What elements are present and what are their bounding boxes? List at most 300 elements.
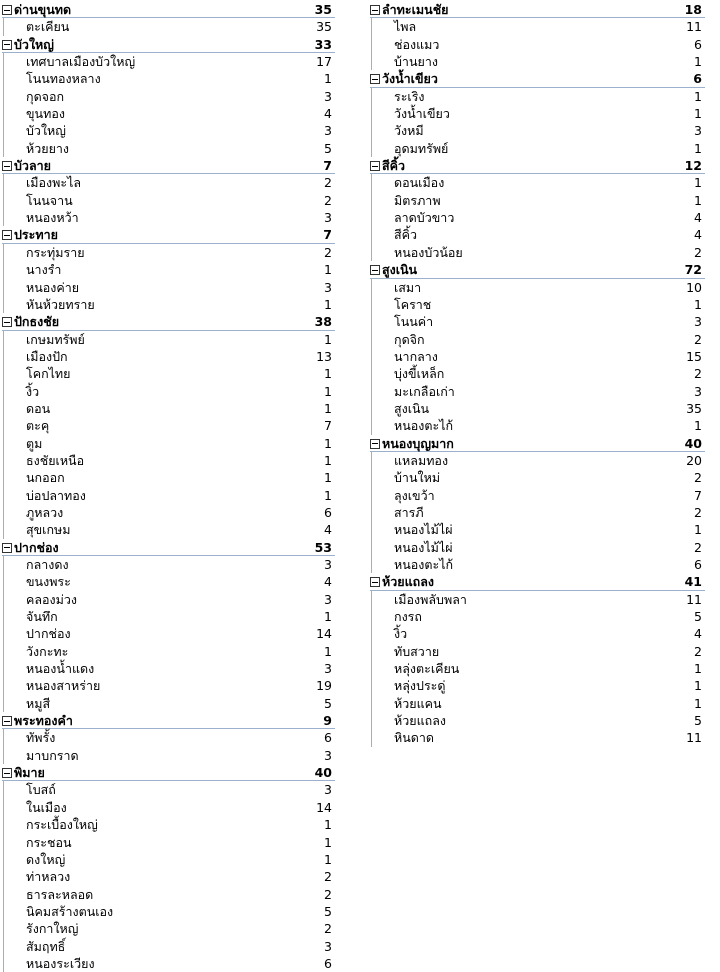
item-label: ดอน — [26, 400, 51, 416]
item-label: โคราช — [394, 296, 432, 312]
item-row — [371, 331, 705, 348]
item-row — [3, 747, 335, 764]
item-label: หลุ่งตะเคียน — [394, 661, 460, 677]
item-row — [3, 677, 335, 694]
item-row — [371, 625, 705, 642]
item-value: 1 — [324, 71, 332, 87]
collapse-toggle-icon[interactable] — [2, 40, 12, 50]
item-row — [3, 88, 335, 105]
item-value: 4 — [694, 227, 702, 243]
item-label: บุ่งขี้เหล็ก — [394, 366, 445, 382]
item-row — [371, 400, 705, 417]
item-label: ดงใหญ่ — [26, 851, 66, 867]
item-row — [3, 469, 335, 486]
item-label: กระทุ่มราย — [26, 244, 85, 260]
collapse-toggle-icon[interactable] — [370, 5, 380, 15]
item-label: นากลาง — [394, 348, 438, 364]
item-label: ไพล — [394, 19, 417, 35]
item-value: 3 — [324, 557, 332, 572]
item-value: 1 — [324, 366, 332, 382]
group-row — [2, 1, 335, 18]
item-label: กลางดง — [26, 557, 69, 572]
group-total: 9 — [323, 713, 332, 729]
item-value: 1 — [694, 522, 702, 538]
item-value: 2 — [324, 886, 332, 902]
item-row — [3, 886, 335, 903]
item-row — [3, 816, 335, 833]
item-value: 19 — [316, 678, 332, 694]
item-label: เมืองพะไล — [26, 175, 82, 191]
item-label: ทัพรั้ง — [26, 730, 56, 746]
item-row — [371, 556, 705, 573]
item-label: ห้วยแคน — [394, 695, 442, 711]
item-value: 2 — [324, 244, 332, 260]
item-row — [3, 695, 335, 712]
item-value: 6 — [324, 730, 332, 746]
item-label: ห้วยยาง — [26, 140, 70, 156]
item-label: เสมา — [394, 279, 422, 295]
item-row — [371, 279, 705, 296]
item-row — [371, 712, 705, 729]
group-total: 53 — [314, 539, 332, 555]
item-value: 4 — [324, 106, 332, 122]
item-label: กุดจอก — [26, 88, 65, 104]
item-value: 2 — [694, 244, 702, 260]
item-value: 14 — [316, 799, 332, 815]
item-value: 2 — [324, 192, 332, 208]
item-value: 20 — [686, 452, 702, 468]
group-label: สีคิ้ว — [382, 158, 406, 174]
item-row — [3, 799, 335, 816]
item-row — [371, 209, 705, 226]
item-label: คลองม่วง — [26, 591, 77, 607]
item-row — [371, 313, 705, 330]
item-label: ตะคุ — [26, 418, 50, 434]
item-value: 1 — [324, 817, 332, 833]
item-label: ธารละหลอด — [26, 886, 94, 902]
item-row — [371, 53, 705, 70]
item-value: 10 — [686, 279, 702, 295]
item-label: ทับสวาย — [394, 643, 440, 659]
item-value: 4 — [324, 574, 332, 590]
item-value: 5 — [694, 713, 702, 729]
item-value: 2 — [324, 921, 332, 937]
group-total: 72 — [684, 262, 702, 278]
item-label: หันห้วยทราย — [26, 296, 95, 312]
item-row — [3, 122, 335, 139]
item-row — [371, 677, 705, 694]
item-value: 6 — [324, 955, 332, 971]
item-value: 1 — [324, 609, 332, 625]
item-row — [3, 279, 335, 296]
collapse-toggle-icon[interactable] — [370, 161, 380, 171]
collapse-toggle-icon[interactable] — [370, 74, 380, 84]
item-row — [3, 174, 335, 191]
group-total: 40 — [684, 435, 702, 451]
item-label: บ่อปลาทอง — [26, 487, 86, 503]
item-label: ช่องแมว — [394, 36, 440, 52]
group-row — [2, 313, 335, 330]
item-row — [3, 938, 335, 955]
item-row — [3, 660, 335, 677]
item-row — [3, 365, 335, 382]
collapse-toggle-icon[interactable] — [2, 768, 12, 778]
item-label: มะเกลือเก่า — [394, 383, 455, 399]
item-value: 17 — [316, 54, 332, 70]
item-value: 7 — [324, 418, 332, 434]
group-row — [370, 261, 705, 278]
item-label: หมูสี — [26, 695, 51, 711]
item-label: ธงชัยเหนือ — [26, 452, 85, 468]
group-row — [2, 226, 335, 243]
item-value: 1 — [694, 88, 702, 104]
item-row — [3, 955, 335, 972]
item-value: 13 — [316, 348, 332, 364]
item-row — [3, 834, 335, 851]
item-label: หนองระเวียง — [26, 955, 95, 971]
item-value: 3 — [694, 383, 702, 399]
collapse-toggle-icon[interactable] — [370, 577, 380, 587]
item-row — [371, 417, 705, 434]
item-value: 1 — [324, 435, 332, 451]
item-value: 1 — [694, 418, 702, 434]
item-label: เกษมทรัพย์ — [26, 331, 85, 347]
item-row — [371, 18, 705, 35]
item-row — [3, 296, 335, 313]
item-value: 7 — [694, 487, 702, 503]
item-row — [371, 660, 705, 677]
item-label: สารภี — [394, 504, 424, 520]
item-label: ในเมือง — [26, 799, 67, 815]
group-label: พระทองคำ — [14, 713, 73, 729]
item-label: โนนค่า — [394, 314, 434, 330]
item-label: เทศบาลเมืองบัวใหญ่ — [26, 54, 136, 70]
group-label: ด่านขุนทด — [14, 2, 72, 17]
item-label: วังหมี — [394, 123, 424, 139]
item-row — [371, 36, 705, 53]
item-label: วังกะทะ — [26, 643, 69, 659]
group-total: 38 — [314, 314, 332, 330]
group-row — [370, 157, 705, 174]
item-label: ระเริง — [394, 88, 425, 104]
group-row — [2, 539, 335, 556]
item-value: 1 — [324, 262, 332, 278]
item-value: 2 — [694, 366, 702, 382]
item-row — [3, 487, 335, 504]
item-value: 1 — [694, 106, 702, 122]
item-label: กงรถ — [394, 609, 422, 625]
item-row — [371, 487, 705, 504]
group-row — [2, 764, 335, 781]
item-label: ขนงพระ — [26, 574, 71, 590]
item-label: โคกไทย — [26, 366, 71, 382]
item-row — [3, 868, 335, 885]
item-value: 35 — [316, 19, 332, 35]
collapse-toggle-icon[interactable] — [2, 5, 12, 15]
item-row — [371, 244, 705, 261]
item-value: 2 — [324, 175, 332, 191]
collapse-toggle-icon[interactable] — [2, 543, 12, 553]
item-label: หนองสาหร่าย — [26, 678, 101, 694]
collapse-toggle-icon[interactable] — [2, 230, 12, 240]
item-value: 2 — [694, 331, 702, 347]
item-value: 1 — [324, 487, 332, 503]
item-row — [371, 643, 705, 660]
item-label: โนนจาน — [26, 192, 73, 208]
item-row — [3, 400, 335, 417]
item-row — [371, 88, 705, 105]
item-value: 1 — [694, 678, 702, 694]
group-row — [2, 36, 335, 53]
item-value: 4 — [694, 626, 702, 642]
item-value: 1 — [694, 192, 702, 208]
group-label: ปักธงชัย — [14, 314, 60, 330]
collapse-toggle-icon[interactable] — [370, 265, 380, 275]
item-row — [371, 504, 705, 521]
item-row — [371, 348, 705, 365]
item-row — [371, 365, 705, 382]
item-row — [371, 174, 705, 191]
item-row — [371, 729, 705, 746]
item-label: สุขเกษม — [26, 522, 71, 538]
item-row — [371, 226, 705, 243]
pivot-column-left — [2, 1, 335, 972]
item-value: 3 — [324, 279, 332, 295]
collapse-toggle-icon[interactable] — [370, 439, 380, 449]
group-total: 6 — [693, 71, 702, 87]
item-row — [3, 608, 335, 625]
group-row — [370, 573, 705, 590]
item-row — [3, 556, 335, 573]
group-label: ปากช่อง — [14, 539, 59, 555]
item-value: 6 — [694, 557, 702, 572]
item-value: 1 — [324, 851, 332, 867]
item-value: 1 — [694, 695, 702, 711]
item-label: หนองหว้า — [26, 210, 79, 226]
item-row — [371, 452, 705, 469]
item-value: 5 — [324, 140, 332, 156]
group-row — [2, 712, 335, 729]
item-value: 11 — [686, 19, 702, 35]
group-label: วังน้ำเขียว — [382, 71, 438, 87]
item-value: 35 — [686, 400, 702, 416]
item-value: 5 — [324, 903, 332, 919]
item-row — [3, 851, 335, 868]
item-label: แหลมทอง — [394, 452, 449, 468]
group-total: 7 — [323, 227, 332, 243]
item-label: เมืองพลับพลา — [394, 591, 467, 607]
item-label: ท่าหลวง — [26, 869, 71, 885]
item-label: มิตรภาพ — [394, 192, 441, 208]
item-row — [371, 383, 705, 400]
item-value: 11 — [686, 591, 702, 607]
item-value: 1 — [324, 296, 332, 312]
item-value: 1 — [324, 400, 332, 416]
item-value: 1 — [694, 296, 702, 312]
item-label: งิ้ว — [394, 626, 408, 642]
item-row — [3, 521, 335, 538]
item-row — [3, 573, 335, 590]
item-label: โบสถ์ — [26, 782, 56, 798]
item-row — [3, 903, 335, 920]
item-label: อุดมทรัพย์ — [394, 140, 449, 156]
item-row — [3, 625, 335, 642]
item-row — [3, 348, 335, 365]
group-label: ประทาย — [14, 227, 58, 243]
group-label: บัวลาย — [14, 158, 51, 174]
item-label: หลุ่งประดู่ — [394, 678, 446, 694]
item-label: สัมฤทธิ์ — [26, 938, 66, 954]
group-row — [370, 70, 705, 87]
item-row — [3, 920, 335, 937]
item-value: 1 — [324, 331, 332, 347]
item-label: สูงเนิน — [394, 400, 430, 416]
item-value: 1 — [694, 661, 702, 677]
item-row — [3, 53, 335, 70]
item-label: นิคมสร้างตนเอง — [26, 903, 114, 919]
item-label: ตะเคียน — [26, 19, 70, 35]
collapse-toggle-icon[interactable] — [2, 161, 12, 171]
group-row — [2, 157, 335, 174]
group-total: 12 — [684, 158, 702, 174]
item-value: 1 — [694, 140, 702, 156]
item-value: 3 — [324, 747, 332, 763]
item-value: 3 — [324, 210, 332, 226]
item-label: หนองค่าย — [26, 279, 80, 295]
collapse-toggle-icon[interactable] — [2, 716, 12, 726]
item-row — [3, 504, 335, 521]
item-value: 3 — [324, 88, 332, 104]
item-label: นางรำ — [26, 262, 62, 278]
item-label: รังกาใหญ่ — [26, 921, 79, 937]
item-value: 4 — [324, 522, 332, 538]
item-value: 3 — [324, 123, 332, 139]
item-row — [371, 105, 705, 122]
item-value: 2 — [694, 470, 702, 486]
group-label: ห้วยแถลง — [382, 574, 434, 590]
item-label: ตูม — [26, 435, 43, 451]
item-value: 4 — [694, 210, 702, 226]
item-label: วังน้ำเขียว — [394, 106, 450, 122]
item-row — [3, 70, 335, 87]
item-label: นกออก — [26, 470, 65, 486]
item-label: งิ้ว — [26, 383, 40, 399]
item-label: ขุนทอง — [26, 106, 65, 122]
item-label: ภูหลวง — [26, 504, 64, 520]
item-value: 1 — [694, 54, 702, 70]
item-row — [3, 383, 335, 400]
item-row — [3, 781, 335, 798]
item-row — [371, 608, 705, 625]
item-label: บัวใหญ่ — [26, 123, 66, 139]
item-row — [3, 261, 335, 278]
item-row — [3, 18, 335, 35]
pivot-column-right — [370, 1, 705, 747]
item-value: 1 — [324, 470, 332, 486]
item-value: 1 — [694, 175, 702, 191]
group-label: พิมาย — [14, 765, 45, 781]
item-row — [371, 192, 705, 209]
item-row — [371, 296, 705, 313]
item-row — [3, 244, 335, 261]
item-row — [371, 521, 705, 538]
item-value: 3 — [324, 591, 332, 607]
group-total: 33 — [314, 36, 332, 52]
group-total: 41 — [684, 574, 702, 590]
item-label: หนองบัวน้อย — [394, 244, 463, 260]
item-label: หนองตะไก้ — [394, 418, 454, 434]
item-label: หนองไม้ไผ่ — [394, 539, 453, 555]
item-label: หนองไม้ไผ่ — [394, 522, 453, 538]
item-row — [3, 452, 335, 469]
group-total: 35 — [314, 2, 332, 17]
item-label: ลุงเขว้า — [394, 487, 435, 503]
group-label: หนองบุญมาก — [382, 435, 454, 451]
item-row — [371, 591, 705, 608]
item-row — [3, 435, 335, 452]
item-value: 3 — [324, 661, 332, 677]
item-row — [3, 140, 335, 157]
group-label: บัวใหญ่ — [14, 36, 54, 52]
item-value: 15 — [686, 348, 702, 364]
item-label: บ้านใหม่ — [394, 470, 441, 486]
item-label: กระเบื้องใหญ่ — [26, 817, 98, 833]
item-label: หนองน้ำแดง — [26, 661, 95, 677]
item-row — [3, 729, 335, 746]
item-label: ปากช่อง — [26, 626, 71, 642]
item-value: 14 — [316, 626, 332, 642]
item-row — [371, 469, 705, 486]
group-total: 40 — [314, 765, 332, 781]
item-value: 6 — [324, 504, 332, 520]
item-label: โนนทองหลาง — [26, 71, 101, 87]
group-row — [370, 435, 705, 452]
item-value: 2 — [694, 539, 702, 555]
item-row — [371, 140, 705, 157]
item-value: 5 — [324, 695, 332, 711]
item-value: 6 — [694, 36, 702, 52]
item-value: 11 — [686, 730, 702, 746]
item-label: เมืองปัก — [26, 348, 68, 364]
item-value: 3 — [324, 938, 332, 954]
item-value: 5 — [694, 609, 702, 625]
item-row — [3, 192, 335, 209]
item-value: 2 — [694, 504, 702, 520]
item-label: สีคิ้ว — [394, 227, 418, 243]
item-label: กุดจิก — [394, 331, 425, 347]
collapse-toggle-icon[interactable] — [2, 317, 12, 327]
item-row — [3, 209, 335, 226]
group-label: ลำทะเมนชัย — [382, 2, 449, 17]
item-label: บ้านยาง — [394, 54, 438, 70]
item-row — [3, 591, 335, 608]
item-value: 2 — [694, 643, 702, 659]
item-label: ดอนเมือง — [394, 175, 445, 191]
item-value: 3 — [694, 123, 702, 139]
item-label: ลาดบัวขาว — [394, 210, 455, 226]
group-row — [370, 1, 705, 18]
item-label: กระชอน — [26, 834, 72, 850]
item-value: 3 — [694, 314, 702, 330]
item-row — [3, 417, 335, 434]
item-value: 1 — [324, 383, 332, 399]
item-label: มาบกราด — [26, 747, 79, 763]
item-value: 2 — [324, 869, 332, 885]
group-total: 7 — [323, 158, 332, 174]
item-row — [371, 695, 705, 712]
item-label: หนองตะไก้ — [394, 557, 454, 572]
item-label: ห้วยแถลง — [394, 713, 446, 729]
